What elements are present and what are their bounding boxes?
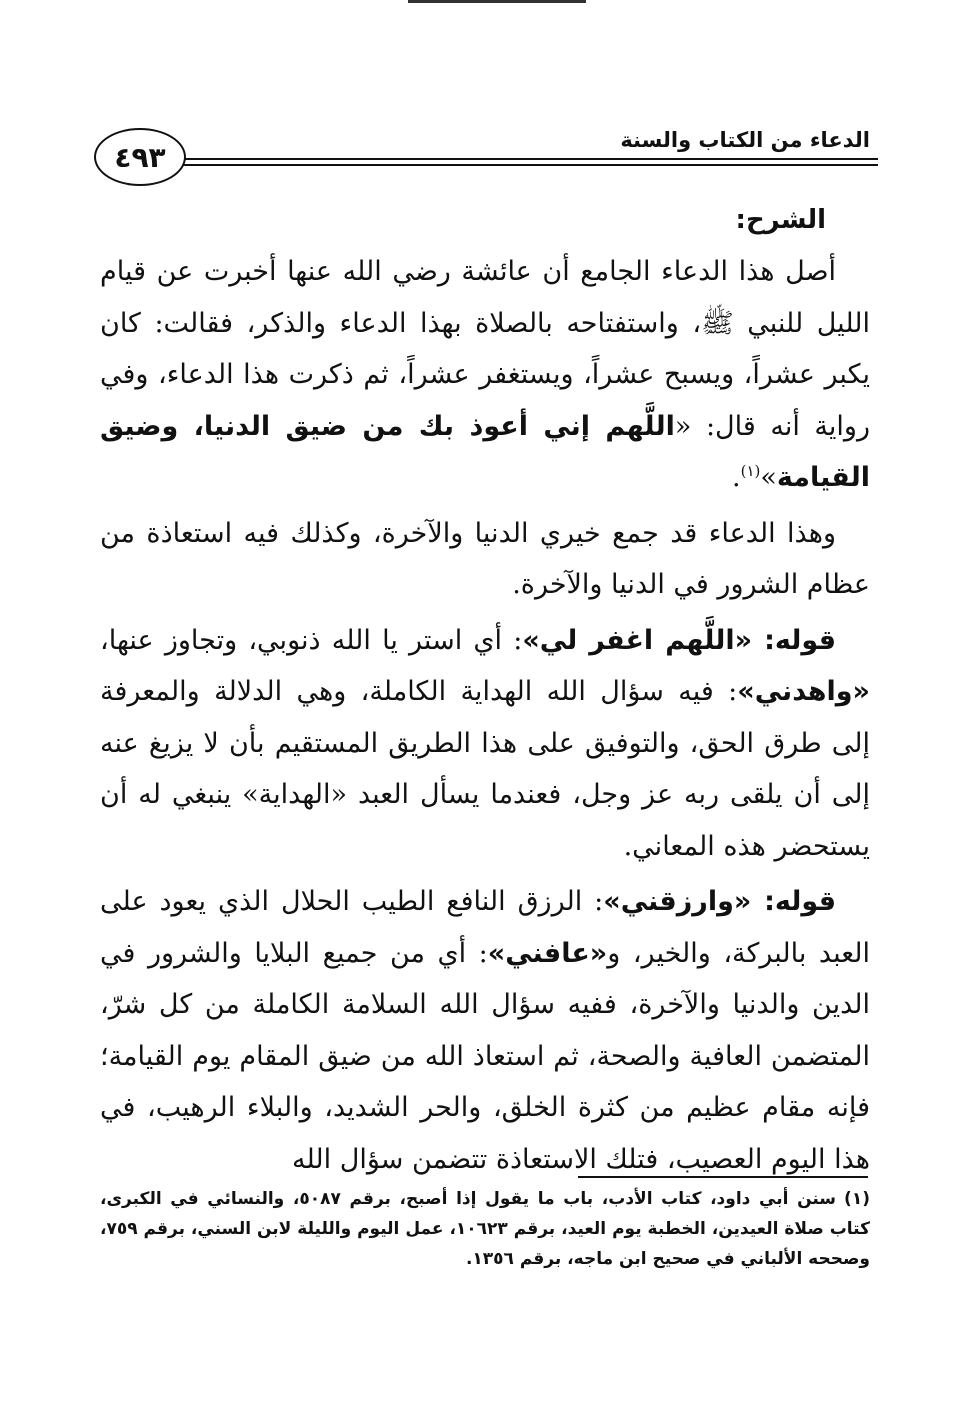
paragraph-4-text-a: : الرزق النافع الطيب الحلال الذي يعود على العبد بالبركة، والخير، و <box>100 886 870 969</box>
paragraph-3-text-a: : أي استر يا الله ذنوبي، وتجاوز عنها، <box>100 624 523 656</box>
quote-forgive-me: «اللَّهم اغفر لي» <box>522 624 753 656</box>
paragraph-3-text-b: : فيه سؤال الله الهداية الكاملة، وهي الدلالة والمعرفة إلى طرق الحق، والتوفيق على هذا الطريق المستقيم بأن لا يزيغ عنه إلى أن يلقى ربه عز وجل، فعندما يسأل العبد «الهداية» ينبغي له أن يستحضر هذه المعاني. <box>100 676 870 862</box>
paragraph-4 <box>100 876 870 1185</box>
quote-heal-me: «عافني» <box>487 937 608 969</box>
footnote-separator <box>578 1176 868 1178</box>
header-rule-top <box>180 158 878 160</box>
paragraph-4-lead: قوله: <box>751 886 836 917</box>
quoted-dua: اللَّهم إني أعوذ بك من ضيق الدنيا، وضيق القيامة <box>100 410 870 493</box>
page-number-oval <box>94 128 186 186</box>
running-header-title: الدعاء من الكتاب والسنة <box>620 128 870 152</box>
scan-edge-mark <box>408 0 586 3</box>
footnote-1-text: سنن أبي داود، كتاب الأدب، باب ما يقول إذا أصبح، برقم ٥٠٨٧، والنسائي في الكبرى، كتاب صلاة العيدين، الخطبة يوم العيد، برقم ١٠٦٢٣، عمل اليوم والليلة لابن السني، برقم ٧٥٩، وصححه الألباني في صحيح ابن ماجه، برقم ١٣٥٦. <box>100 1189 870 1269</box>
paragraph-2: وهذا الدعاء قد جمع خيري الدنيا والآخرة، وكذلك فيه استعاذة من عظام الشرور في الدنيا والآخرة. <box>100 517 870 600</box>
page-number: ٤٩٣ <box>114 140 166 174</box>
header-rule-bottom <box>180 164 878 166</box>
footnote-1 <box>100 1184 870 1274</box>
footnote-1-marker: (١) <box>844 1189 870 1209</box>
main-text <box>100 198 870 1189</box>
section-heading: الشرح: <box>735 205 826 235</box>
paragraph-4-text-b: : أي من جميع البلايا والشرور في الدين والدنيا والآخرة، ففيه سؤال الله السلامة الكاملة من كل شرّ، المتضمن العافية والصحة، ثم استعاذ الله من ضيق المقام يوم القيامة؛ فإنه مقام عظيم من كثرة الخلق، والحر الشديد، والبلاء الرهيب، في هذا اليوم العصيب، فتلك الاستعاذة تتضمن سؤال الله <box>100 937 870 1175</box>
paragraph-1-text: أصل هذا الدعاء الجامع أن عائشة رضي الله عنها أخبرت عن قيام الليل للنبي ﷺ، واستفتاحه بالصلاة بهذا الدعاء والذكر، فقالت: كان يكبر عشراً، ويسبح عشراً، ويستغفر عشراً، ثم ذكرت هذا الدعاء، وفي رواية أنه قال: « <box>100 256 871 442</box>
paragraph-1 <box>100 246 870 504</box>
paragraph-3 <box>100 615 870 873</box>
footnotes <box>100 1184 870 1274</box>
paragraph-1-end: . <box>732 462 741 493</box>
footnote-reference: (١) <box>740 462 761 480</box>
quote-provide-me: «وارزقني» <box>603 886 752 917</box>
quote-guide-me: «واهدني» <box>737 676 870 707</box>
running-header <box>88 118 878 198</box>
closing-quote: » <box>760 462 777 493</box>
paragraph-3-lead: قوله: <box>752 624 836 656</box>
